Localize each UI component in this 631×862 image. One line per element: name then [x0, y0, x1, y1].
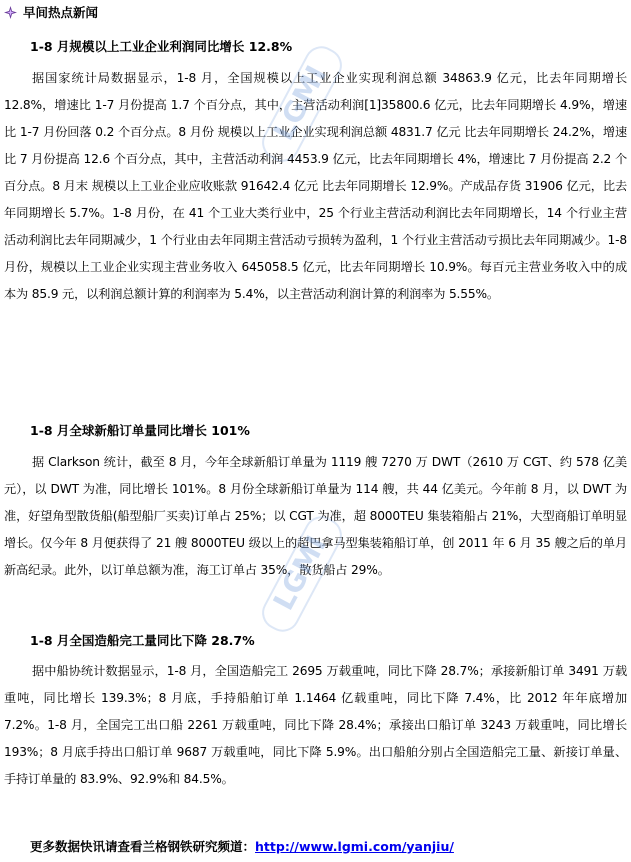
- article-2-heading: 1-8 月全球新船订单量同比增长 101%: [30, 423, 250, 438]
- watermark-logo: LGMI: [256, 510, 348, 637]
- section-title: 早间热点新闻: [23, 5, 99, 20]
- article-1-heading: 1-8 月规模以上工业企业利润同比增长 12.8%: [30, 39, 293, 54]
- watermark-logo: LGMI: [256, 40, 348, 167]
- section-header: [4, 3, 98, 21]
- footer: [30, 837, 454, 855]
- star-bullet-icon: [4, 6, 17, 19]
- research-channel-link[interactable]: http://www.lgmi.com/yanjiu/: [255, 839, 454, 854]
- footer-label: 更多数据快讯请查看兰格钢铁研究频道：: [30, 839, 256, 854]
- article-3-heading: 1-8 月全国造船完工量同比下降 28.7%: [30, 633, 255, 648]
- article-1-body: 据国家统计局数据显示，1-8 月，全国规模以上工业企业实现利润总额 34863.9 亿元，比去年同期增长 12.8%，增速比 1-7 月份提高 1.7 个百分点，其中，主营活动利润[1]35800.6 亿元，比去年同期增长 4.9%，增速比 1-7 月份回落 0.2 个百分点。8 月份 规模以上工业企业实现利润总额 4831.7 亿元 比去年同期增长 24.2%，增速比 7 月份提高 12.6 个百分点，其中，主营活动利润 4453.9 亿元，比去年同期增长 4%，增速比 7 月份提高 2.2 个百分点。8 月末 规模以上工业企业应收账款 91642.4 亿元 比去年同期增长 12.9%。产成品存货 31906 亿元，比去年同期增长 5.7%。1-8 月份，在 41 个工业大类行业中，25 个行业主营活动利润比去年同期增长，14 个行业主营活动利润比去年同期减少，1 个行业由去年同期主营活动亏损转为盈利，1 个行业主营活动亏损比去年同期减少。1-8 月份，规模以上工业企业实现主营业务收入 645058.5 亿元，比去年同期增长 10.9%。每百元主营业务收入中的成本为 85.9 元，以利润总额计算的利润率为 5.4%，以主营活动利润计算的利润率为 5.55%。: [4, 71, 627, 301]
- article-2-body: 据 Clarkson 统计，截至 8 月，今年全球新船订单量为 1119 艘 7270 万 DWT（2610 万 CGT、约 578 亿美元），以 DWT 为准，同比增长 101%。8 月份全球新船订单量为 114 艘，共 44 亿美元。今年前 8 月，以 DWT 为准，好望角型散货船(船型船厂买卖)订单占 25%；以 CGT 为准，超 8000TEU 集装箱船占 21%，大型商船订单明显增长。仅今年 8 月便获得了 21 艘 8000TEU 级以上的超巴拿马型集装箱船订单，创 2011 年 6 月 35 艘之后的单月新高纪录。此外，以订单总额为准，海工订单占 35%，散货船占 29%。: [4, 455, 627, 577]
- article-3-body: 据中船协统计数据显示，1-8 月，全国造船完工 2695 万载重吨，同比下降 28.7%；承接新船订单 3491 万载重吨，同比增长 139.3%；8 月底，手持船舶订单 1.1464 亿载重吨，同比下降 7.4%，比 2012 年年底增加 7.2%。1-8 月，全国完工出口船 2261 万载重吨，同比下降 28.4%；承接出口船订单 3243 万载重吨，同比增长 193%；8 月底手持出口船订单 9687 万载重吨，同比下降 5.9%。出口船舶分别占全国造船完工量、新接订单量、手持订单量的 83.9%、92.9%和 84.5%。: [4, 664, 627, 786]
